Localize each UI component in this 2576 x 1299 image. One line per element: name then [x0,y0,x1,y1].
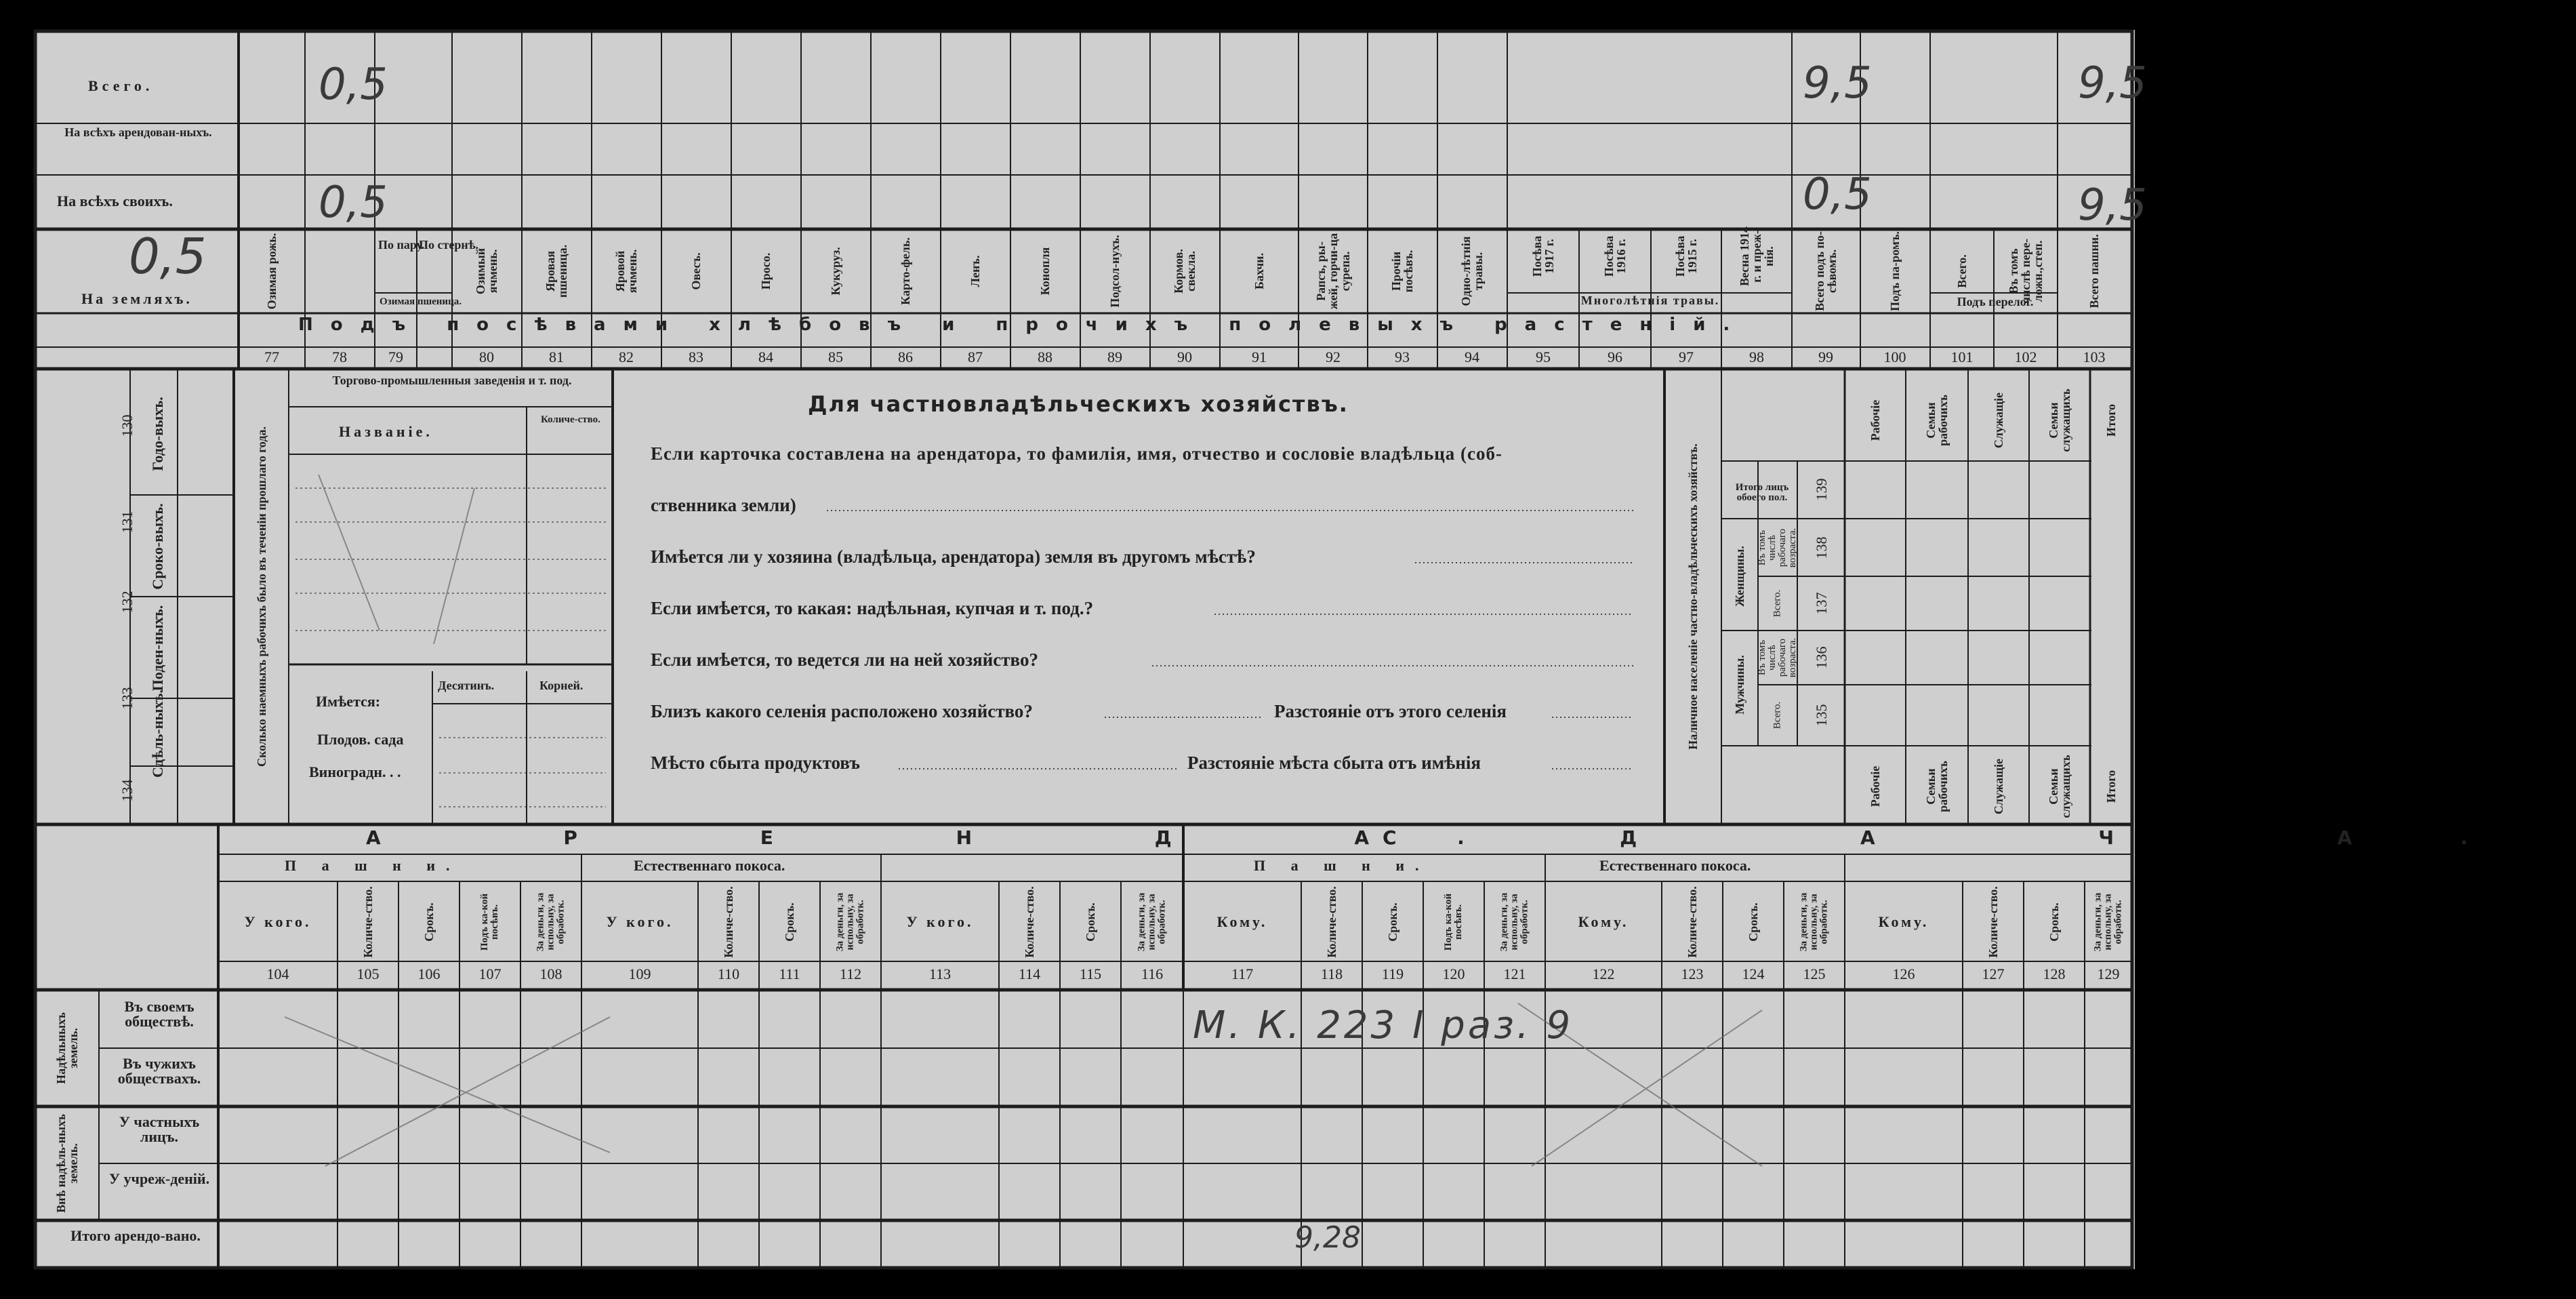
sublet-title: С Д А Ч А. [1383,826,2576,849]
pop-num-139: 139 [1813,478,1830,501]
crop-num-97: 97 [1679,348,1694,365]
lease-header-126: Кому. [1878,913,1929,930]
lease-header-108: За деньги, за испольну, за обработк. [535,892,567,952]
lease-num-129: 129 [2097,965,2120,982]
pop-num-137: 137 [1813,592,1830,615]
row-own-label: На всѣхъ своихъ. [57,193,173,209]
crop-num-87: 87 [968,348,983,365]
handwritten-total-99: 9,5 [1803,58,1872,108]
lease-header-104: У кого. [244,913,312,930]
handwritten-own-103: 9,5 [2078,180,2147,231]
crop-num-100: 100 [1883,348,1906,365]
crop-label-94: Одно-лѣтнія травы. [1459,236,1485,306]
row-lands-label: На земляхъ. [81,290,192,307]
women-workers: Въ томъ числѣ рабочаго возраста. [1757,527,1798,568]
population-col-2-bottom: Служащіе [1992,758,2005,815]
men-workers: Въ томъ числѣ рабочаго возраста. [1757,637,1798,678]
question-market: Мѣсто сбыта продуктовъ [651,753,860,773]
lease-num-123: 123 [1681,965,1704,982]
rent-hay-label: Естественнаго покоса. [634,857,785,874]
crop-label-95: Посѣва 1917 г. [1530,235,1556,277]
crop-num-81: 81 [549,348,564,365]
lease-num-110: 110 [717,965,740,982]
crop-label-98: Весна 1914 г. и преж-нія. [1738,226,1776,287]
crop-label-92: Рапсъ, ры-жей, горчи-ца сурепа. [1314,233,1352,310]
hired-label-piece: Сдѣль-ныхъ. [149,690,166,778]
crop-label-77: Озимая рожь. [265,233,279,310]
pop-num-135: 135 [1813,704,1830,727]
question-land-type: Если имѣется, то какая: надѣльная, купчая и т. под.? [651,598,1094,618]
row-total-rented: Итого арендо-вано. [70,1227,201,1244]
crop-num-86: 86 [898,348,913,365]
lease-header-107: Подъ ка-кой посѣвъ. [479,893,500,951]
lease-num-124: 124 [1742,965,1765,982]
lease-num-111: 111 [779,965,800,982]
crop-label-102: Въ томъ числѣ пере-ложн.,степ. [2007,238,2045,304]
row-other-society: Въ чужихъ обществахъ. [117,1055,201,1087]
hired-num-130: 130 [119,414,136,437]
question-market-distance: Разстояніе мѣста сбыта отъ имѣнія [1187,753,1481,773]
crop-label-99: Всего подъ по-сѣвомъ. [1813,231,1839,311]
lease-num-114: 114 [1018,965,1041,982]
crop-num-82: 82 [619,348,634,365]
crop-label-89: Подсол-нухъ. [1108,235,1122,308]
pop-num-136: 136 [1813,646,1830,669]
lease-header-105: Количе-ство. [361,886,375,958]
crop-num-99: 99 [1818,348,1833,365]
lease-header-110: Количе-ство. [722,886,735,958]
crop-num-79: 79 [388,348,403,365]
crop-num-89: 89 [1107,348,1122,365]
handwritten-own-99: 0,5 [1803,169,1872,220]
population-col-4-top: Итого [2104,403,2118,437]
lease-num-108: 108 [539,965,563,982]
crop-label-87: Ленъ. [968,255,982,287]
row-total-label: Всего. [88,77,154,94]
handwritten-bottom: 9,28 [1294,1220,1361,1255]
lease-header-123: Количе-ство. [1685,886,1699,958]
pop-num-138: 138 [1813,536,1830,559]
crop-label-93: Прочіи посѣвъ. [1389,249,1415,293]
lease-num-113: 113 [928,965,952,982]
lease-num-127: 127 [1982,965,2005,982]
rent-title: А Р Е Н Д А. [366,826,1553,849]
crop-label-82: Яровой ячмень. [613,249,639,294]
orchards-label: Плодов. сада [317,731,404,748]
under-crops-banner: Подъ посѣвами хлѣбовъ и прочихъ полевыхъ растеній. [298,315,1748,335]
crop-num-95: 95 [1536,348,1551,365]
crop-num-98: 98 [1749,348,1764,365]
crop-num-90: 90 [1177,348,1192,365]
has-label: Имѣется: [316,693,381,710]
perennial-grass-label: Многолѣтнія травы. [1580,294,1720,307]
lease-header-113: У кого. [906,913,974,930]
population-col-3-top: Семьи служащихъ [2047,388,2072,452]
crop-label-fallow: По пару. [378,238,425,252]
handwritten-lands: 0,5 [129,228,207,285]
question-other-land: Имѣется ли у хозяина (владѣльца, арендатора) земля въ другомъ мѣстѣ? [651,546,1256,567]
hired-label-annual: Годо-выхъ. [149,397,166,471]
dessiatin-header: Десятинъ. [438,679,495,692]
lease-header-124: Срокъ. [1746,902,1760,942]
lease-num-119: 119 [1381,965,1404,982]
population-title: Наличное населеніе частно-владѣльческихъ хозяйствъ. [1686,443,1700,750]
lease-header-115: Срокъ. [1084,902,1097,942]
lease-header-117: Кому. [1217,913,1268,930]
allotment-lands-label: Надѣльныхъ земель. [54,1012,80,1084]
population-other: Итого лицъ обоего пол. [1735,482,1789,503]
crop-num-80: 80 [479,348,494,365]
population-col-2-top: Служащіе [1992,392,2005,449]
population-col-1-top: Семьи рабочихъ [1924,395,1950,446]
population-women: Женщины. [1733,546,1746,607]
crop-num-96: 96 [1608,348,1622,365]
crop-label-stubble: По стернѣ. [419,238,479,252]
lease-num-126: 126 [1892,965,1915,982]
lease-header-119: Срокъ. [1386,902,1399,942]
crop-label-103: Всего пашни. [2087,234,2101,308]
winter-wheat-label: Озимая пшеница. [380,296,462,307]
sublet-arable-label: П а ш н и. [1254,857,1430,874]
crop-label-85: Кукуруз. [829,247,842,296]
non-allotment-label: Внѣ надѣль-ныхъ земель. [54,1114,80,1213]
population-col-3-bottom: Семьи служащихъ [2047,755,2072,818]
lease-num-112: 112 [839,965,862,982]
handwritten-total: 0,5 [319,60,388,110]
crop-label-88: Конопля [1038,247,1052,296]
lease-header-125: За деньги, за испольну, за обработк. [1798,892,1830,952]
hired-num-131: 131 [119,511,136,534]
lease-header-116: За деньги, за испольну, за обработк. [1136,892,1168,952]
lease-header-121: За деньги, за испольну, за обработк. [1498,892,1530,952]
trade-name-header: Названіе. [339,423,433,440]
crop-label-91: Бахчи. [1252,252,1266,290]
lease-header-120: Подъ ка-кой посѣвъ. [1443,893,1464,951]
lease-num-109: 109 [628,965,651,982]
population-col-4-bottom: Итого [2104,770,2118,803]
crop-label-101: Всего. [1955,254,1969,288]
hired-num-133: 133 [119,687,136,710]
lease-header-106: Срокъ. [422,902,436,942]
question-village-distance: Разстояніе отъ этого селенія [1274,701,1507,721]
crop-num-83: 83 [689,348,703,365]
women-total: Всего. [1772,589,1783,618]
population-men: Мужчины. [1733,655,1746,715]
lease-num-107: 107 [478,965,502,982]
crop-label-83: Овесъ. [689,252,703,290]
lease-num-106: 106 [417,965,441,982]
lease-num-116: 116 [1141,965,1164,982]
crop-num-92: 92 [1326,348,1341,365]
roots-header: Корней. [539,679,584,692]
lease-num-125: 125 [1803,965,1826,982]
row-rented-label: На всѣхъ арендован-ныхъ. [64,125,212,139]
hired-num-134: 134 [119,779,136,802]
row-institutions: У учреж-деній. [108,1170,210,1187]
crop-num-77: 77 [264,348,279,365]
crop-label-100: Подъ па-ромъ. [1888,231,1902,311]
crop-num-94: 94 [1465,348,1479,365]
population-col-0-bottom: Рабочіе [1868,765,1882,807]
lease-header-112: За деньги, за испольну, за обработк. [834,892,866,952]
trade-qty-header: Количе-ство. [541,414,600,425]
vineyards-label: Виноградн. . . [309,763,401,780]
question-village: Близъ какого селенія расположено хозяйство? [651,701,1033,721]
lease-header-127: Количе-ство. [1986,886,2000,958]
lease-header-118: Количе-ство. [1325,886,1338,958]
hired-num-132: 132 [119,591,136,614]
crop-label-86: Карто-фель. [899,237,912,305]
fallow-subtitle: Подъ перелог. [1957,295,2034,308]
private-title: Для частновладѣльческихъ хозяйствъ. [808,391,1349,417]
hired-workers-title: Сколько наемныхъ рабочихъ было въ теченіи прошлаго года. [255,426,268,767]
crop-num-84: 84 [758,348,773,365]
lease-num-122: 122 [1592,965,1615,982]
men-total: Всего. [1772,701,1783,730]
population-col-0-top: Рабочіе [1868,399,1882,441]
population-col-1-bottom: Семьи рабочихъ [1924,761,1950,812]
lease-num-118: 118 [1320,965,1343,982]
lease-num-117: 117 [1231,965,1254,982]
sublet-hay-label: Естественнаго покоса. [1599,857,1751,874]
crop-label-84: Просо. [759,252,773,290]
lease-num-105: 105 [356,965,380,982]
lease-header-109: У кого. [606,913,674,930]
lease-num-120: 120 [1442,965,1465,982]
crop-num-88: 88 [1038,348,1052,365]
hired-label-daily: Поден-ныхъ. [149,605,166,692]
crop-num-91: 91 [1252,348,1267,365]
lease-header-129: За деньги, за испольну, за обработк. [2092,892,2124,952]
handwritten-reference: М. К. 223 I раз. 9 [1193,1003,1574,1047]
crop-label-96: Посѣва 1916 г. [1602,235,1628,277]
crop-num-85: 85 [828,348,843,365]
crop-num-102: 102 [2014,348,2037,365]
handwritten-own: 0,5 [319,178,388,228]
question-owner: Если карточка составлена на арендатора, то фамилія, имя, отчество и сословіе владѣльца (соб- [651,443,1502,464]
row-own-society: Въ своемъ обществѣ. [124,998,195,1030]
crop-label-90: Кормов. свекла. [1172,249,1198,294]
crop-num-93: 93 [1395,348,1410,365]
crop-num-78: 78 [332,348,347,365]
crop-label-80: Озимый ячмень. [474,247,499,295]
lease-header-128: Срокъ. [2047,902,2061,942]
lease-num-115: 115 [1079,965,1102,982]
crop-num-101: 101 [1950,348,1974,365]
lease-num-121: 121 [1503,965,1526,982]
hired-label-term: Сроко-выхъ. [149,503,166,590]
lease-num-128: 128 [2043,965,2066,982]
trade-title: Торгово-промышленныя заведенія и т. под. [332,374,572,387]
lease-num-104: 104 [266,965,289,982]
crop-label-97: Посѣва 1915 г. [1673,235,1699,277]
rent-arable-label: П а ш н и. [285,857,461,874]
crop-label-81: Яровая пшеница. [544,244,569,298]
lease-header-111: Срокъ. [783,902,796,942]
row-private: У частныхъ лицъ. [119,1113,200,1145]
lease-header-122: Кому. [1578,913,1629,930]
question-owner-cont: ственника земли) [651,495,796,515]
question-farming: Если имѣется, то ведется ли на ней хозяйство? [651,650,1038,670]
lease-header-114: Количе-ство. [1023,886,1036,958]
crop-num-103: 103 [2083,348,2106,365]
handwritten-total-103: 9,5 [2078,58,2147,108]
